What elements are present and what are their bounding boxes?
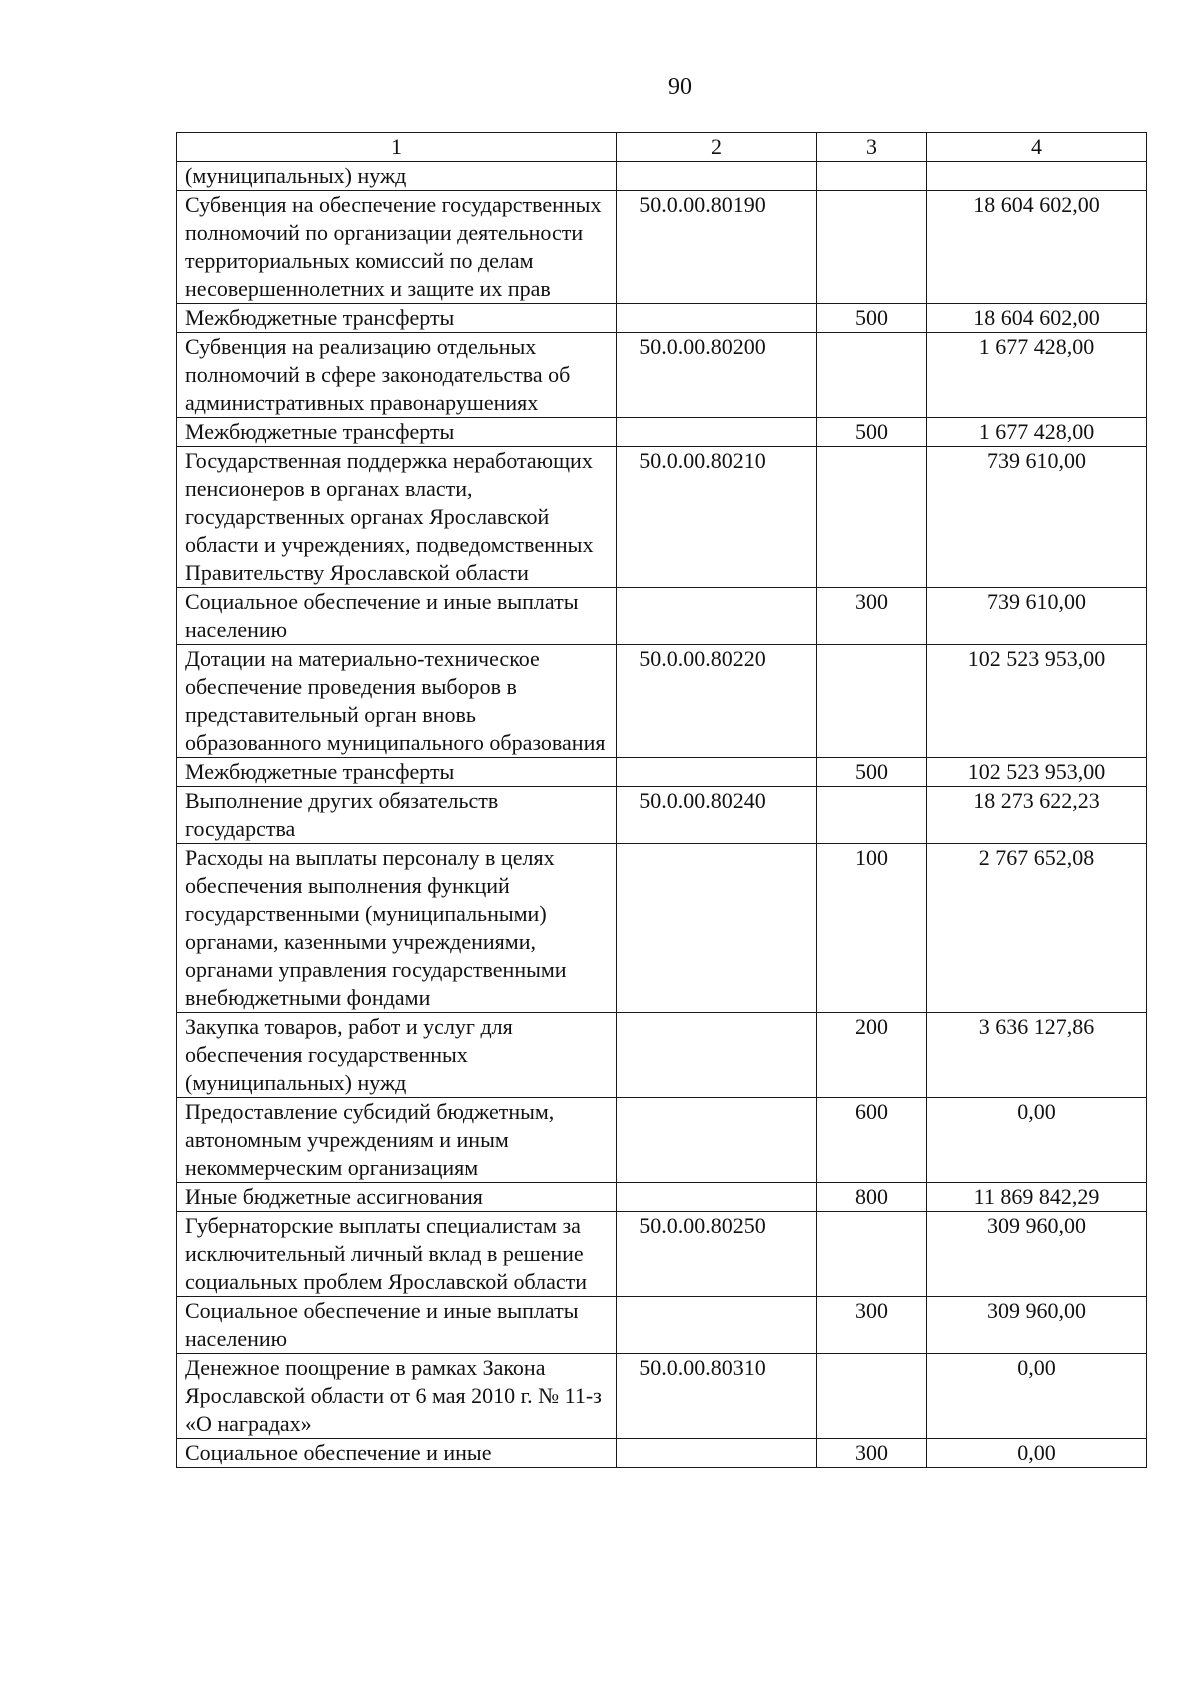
header-row — [177, 133, 1147, 162]
row-expense-type — [817, 191, 927, 304]
row-name: Расходы на выплаты персоналу в целях обеспечения выполнения функций государственными (муниципальными) органами, казенными учреждениями, органами управления государственными внебюджетными фондами — [177, 844, 617, 1013]
row-amount: 309 960,00 — [927, 1212, 1147, 1297]
row-code: 50.0.00.80210 — [617, 447, 817, 588]
row-amount: 2 767 652,08 — [927, 844, 1147, 1013]
row-code — [617, 758, 817, 787]
table-row — [177, 1013, 1147, 1098]
row-code: 50.0.00.80220 — [617, 645, 817, 758]
table-row — [177, 1183, 1147, 1212]
row-name: Социальное обеспечение и иные — [177, 1439, 617, 1468]
row-name: Межбюджетные трансферты — [177, 418, 617, 447]
row-amount: 11 869 842,29 — [927, 1183, 1147, 1212]
row-amount: 0,00 — [927, 1354, 1147, 1439]
row-expense-type — [817, 1212, 927, 1297]
page-number: 90 — [668, 74, 692, 100]
row-code: 50.0.00.80310 — [617, 1354, 817, 1439]
row-expense-type: 200 — [817, 1013, 927, 1098]
row-expense-type: 300 — [817, 1439, 927, 1468]
header-col-3: 3 — [817, 133, 927, 162]
row-name: Денежное поощрение в рамках Закона Ярославской области от 6 мая 2010 г. № 11-з «О наградах» — [177, 1354, 617, 1439]
row-expense-type — [817, 787, 927, 844]
row-amount: 18 604 602,00 — [927, 304, 1147, 333]
row-expense-type: 600 — [817, 1098, 927, 1183]
row-name: Межбюджетные трансферты — [177, 304, 617, 333]
row-expense-type: 500 — [817, 758, 927, 787]
table-row — [177, 447, 1147, 588]
row-amount: 0,00 — [927, 1098, 1147, 1183]
row-name: Субвенция на обеспечение государственных полномочий по организации деятельности территориальных комиссий по делам несовершеннолетних и защите их прав — [177, 191, 617, 304]
row-expense-type — [817, 645, 927, 758]
row-expense-type: 500 — [817, 304, 927, 333]
table-row — [177, 787, 1147, 844]
row-expense-type — [817, 1354, 927, 1439]
header-col-2: 2 — [617, 133, 817, 162]
row-amount: 739 610,00 — [927, 447, 1147, 588]
table-row — [177, 304, 1147, 333]
row-name: Закупка товаров, работ и услуг для обеспечения государственных (муниципальных) нужд — [177, 1013, 617, 1098]
row-code — [617, 588, 817, 645]
row-name: Предоставление субсидий бюджетным, автономным учреждениям и иным некоммерческим организациям — [177, 1098, 617, 1183]
table-row — [177, 162, 1147, 191]
table-body — [177, 162, 1147, 1468]
row-amount — [927, 162, 1147, 191]
row-name: Дотации на материально-техническое обеспечение проведения выборов в представительный орган вновь образованного муниципального образования — [177, 645, 617, 758]
row-code: 50.0.00.80190 — [617, 191, 817, 304]
row-expense-type — [817, 162, 927, 191]
row-code — [617, 418, 817, 447]
row-code — [617, 162, 817, 191]
row-amount: 102 523 953,00 — [927, 645, 1147, 758]
row-code: 50.0.00.80200 — [617, 333, 817, 418]
table-row — [177, 1439, 1147, 1468]
row-name: Выполнение других обязательств государства — [177, 787, 617, 844]
row-amount: 102 523 953,00 — [927, 758, 1147, 787]
row-code: 50.0.00.80250 — [617, 1212, 817, 1297]
row-amount: 18 604 602,00 — [927, 191, 1147, 304]
row-code: 50.0.00.80240 — [617, 787, 817, 844]
row-code — [617, 844, 817, 1013]
table-row — [177, 1212, 1147, 1297]
row-name: Межбюджетные трансферты — [177, 758, 617, 787]
row-amount: 1 677 428,00 — [927, 333, 1147, 418]
table-row — [177, 1297, 1147, 1354]
row-code — [617, 1439, 817, 1468]
table-row — [177, 333, 1147, 418]
row-code — [617, 1297, 817, 1354]
table-row — [177, 1354, 1147, 1439]
budget-table — [176, 132, 1147, 1468]
row-name: Социальное обеспечение и иные выплаты населению — [177, 1297, 617, 1354]
row-name: Государственная поддержка неработающих пенсионеров в органах власти, государственных органах Ярославской области и учреждениях, подведомственных Правительству Ярославской области — [177, 447, 617, 588]
row-code — [617, 1013, 817, 1098]
row-expense-type: 100 — [817, 844, 927, 1013]
row-expense-type: 500 — [817, 418, 927, 447]
row-expense-type: 300 — [817, 1297, 927, 1354]
row-amount: 1 677 428,00 — [927, 418, 1147, 447]
table-row — [177, 844, 1147, 1013]
row-name: Иные бюджетные ассигнования — [177, 1183, 617, 1212]
row-code — [617, 1098, 817, 1183]
row-amount: 18 273 622,23 — [927, 787, 1147, 844]
table-row — [177, 418, 1147, 447]
table-row — [177, 1098, 1147, 1183]
table-row — [177, 588, 1147, 645]
header-col-1: 1 — [177, 133, 617, 162]
table-row — [177, 191, 1147, 304]
header-col-4: 4 — [927, 133, 1147, 162]
table-row — [177, 758, 1147, 787]
row-expense-type — [817, 333, 927, 418]
row-name: Субвенция на реализацию отдельных полномочий в сфере законодательства об административных правонарушениях — [177, 333, 617, 418]
row-name: Губернаторские выплаты специалистам за исключительный личный вклад в решение социальных проблем Ярославской области — [177, 1212, 617, 1297]
row-code — [617, 304, 817, 333]
row-amount: 739 610,00 — [927, 588, 1147, 645]
row-expense-type: 300 — [817, 588, 927, 645]
row-name: Социальное обеспечение и иные выплаты населению — [177, 588, 617, 645]
row-expense-type — [817, 447, 927, 588]
row-amount: 0,00 — [927, 1439, 1147, 1468]
table-row — [177, 645, 1147, 758]
row-amount: 309 960,00 — [927, 1297, 1147, 1354]
row-code — [617, 1183, 817, 1212]
row-amount: 3 636 127,86 — [927, 1013, 1147, 1098]
row-expense-type: 800 — [817, 1183, 927, 1212]
row-name: (муниципальных) нужд — [177, 162, 617, 191]
